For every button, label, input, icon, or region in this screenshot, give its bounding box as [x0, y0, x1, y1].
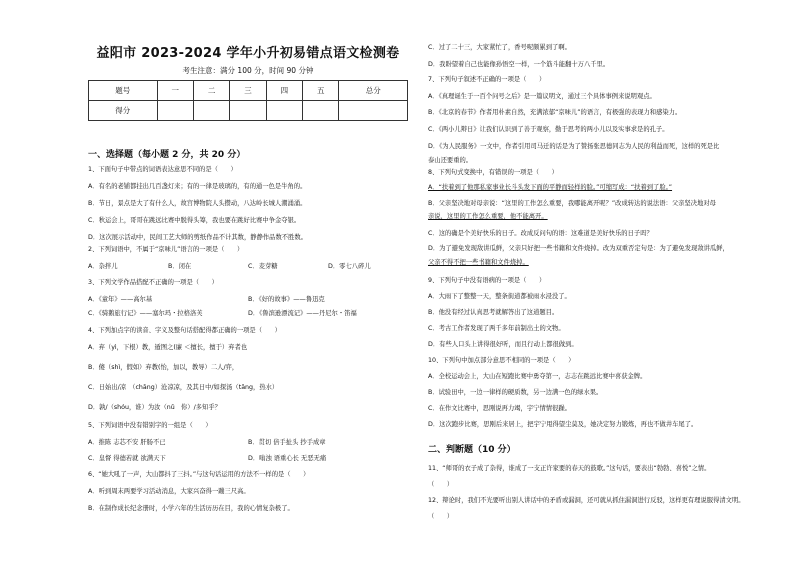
option-text: A．听到周末两要学习活动消息，大家兴奋得一蹦三尺高。 [88, 488, 250, 495]
option-text: 父亲不得不把一些书籍和文件烧掉。 [428, 259, 529, 266]
question-text: 7、下列句子叙述不正确的一项是（ ） [428, 76, 546, 83]
option-text: D．《鲁滨逊漂流记》——丹尼尔・笛福 [248, 310, 357, 317]
option-text: B．父亲坚决地对母亲说：“这里的工作怎么重要，我哪能离开呢？”改成转达的说法语：父亲坚决地对母 [428, 200, 716, 207]
score-row-label: 得分 [89, 101, 158, 121]
score-header-cell: 五 [303, 81, 339, 101]
option-text: B．闭在 [168, 263, 192, 270]
option-text: A．《童年》——高尔基 [88, 296, 153, 303]
option-text: A．推陈 志芯不安 肝肠不已 [88, 439, 166, 446]
option-text: A．有名的老铺都挂出几百盏灯来；有的一律是玻璃的，有的通一色是牛角的。 [88, 183, 307, 190]
option-text: B．贯切 倍手扯头 抄手成章 [248, 439, 326, 446]
option-text: A．弃（yì，下根）教，遁图之(廉 ＜擅长，擅于）弃者也 [88, 344, 248, 351]
question-text: 5、下列词语中没有错别字的一组是（ ） [88, 422, 212, 429]
option-text: B．节日，景点是大了有什么人，故宫博物院人头攒动，八达岭长城人潮涌涌。 [88, 200, 307, 207]
score-header-cell: 一 [157, 81, 193, 101]
section-heading-choice: 一、选择题（每小题 2 分，共 20 分） [88, 150, 246, 160]
section-heading-judge: 二、判断题（10 分） [428, 445, 516, 455]
question-text: 6、“她大吼了一声，大山都抖了三抖。”与这句话运用的方法不一样的是（ ） [88, 471, 310, 478]
question-text: 12、辩论时，我们不光要听出别人讲话中的矛盾或漏洞，还可就从抓住漏洞进行反驳，这样更有理说服得清文明。 [428, 497, 745, 504]
score-cell [157, 101, 193, 121]
score-cell [193, 101, 229, 121]
question-text: 8、下列句式变换中，有错误的一项是（ ） [428, 169, 558, 176]
question-text: 1、下面句子中带点的词语表达意思不同的是（ ） [88, 166, 237, 173]
option-text: C．这的确是个美好快乐的日子。改成反问句的语：这难道是美好快乐的日子吗？ [428, 230, 653, 237]
score-header-cell: 总分 [339, 81, 408, 101]
question-text: 4、下列加点字的读音、字义及整句话搭配得都正确的一项是（ ） [88, 327, 281, 334]
score-cell [303, 101, 339, 121]
option-text: C．秋运会上，哥哥在跳远比赛中脱得头筹，我也要在跳好比赛中争金夺银。 [88, 217, 301, 224]
answer-blank: （ ） [428, 481, 454, 488]
question-text: 11、“师哥的衣子成了杂得，谁成了一支正许家要的春天的鼓歌。”这句话，要表出“勃勃、喜悦”之情。 [428, 465, 711, 472]
option-text: D．这次跑步比赛，思刚后来居上，把宇宁甩得望尘莫及，她决定努力锻炼，再也不做井车尾了。 [428, 421, 698, 428]
question-text: 2、下列词语中，不属于“京味儿”语言的一项是（ ） [88, 246, 244, 253]
option-text: C．皇督 得德若就 欲满天下 [88, 455, 166, 462]
answer-blank: （ ） [428, 513, 454, 520]
exam-title: 益阳市 2023-2024 学年小升初易错点语文检测卷 [96, 46, 400, 61]
option-text: D．为了避免发现敌讲瓜鲜，父亲只好把一些书籍和文件烧掉。改为双重否定句是：为了避免发现敌讲瓜鲜， [428, 245, 729, 252]
option-text: C．过了二十三，大家紧忙了，香号呢颇累到了啊。 [428, 44, 571, 51]
option-text: B．《好的故事》——鲁迅克 [248, 296, 325, 303]
option-text: C．日始出/凉 （chāng）沧凉凉，及其日中/如探汤（tāng，热水） [88, 384, 279, 391]
score-table [88, 80, 408, 121]
option-text: B．《北京的春节》作者用朴素自然，充满浓郁“京味儿”的语言，有极强的表现力和感染力。 [428, 109, 682, 116]
option-text: C．在作文比赛中，思刚说再力竭，宇宁情情很躁。 [428, 405, 571, 412]
option-text: B．他没有经过认真思考就解答出了这道题目。 [428, 309, 559, 316]
option-text: C．《两小儿辩日》让我们认识到了善于观察，勤于思考的两小儿以及实事求是的孔子。 [428, 126, 669, 133]
score-header-cell: 二 [193, 81, 229, 101]
question-text: 3、下列文学作品搭配不正确的一项是（ ） [88, 279, 218, 286]
option-text: A．《真理诞生于一百个问号之后》是一篇议明文，通过三个具体事例来说明观点。 [428, 93, 656, 100]
option-text: D．有些人口头上讲得很好听，而且行动上都很做到。 [428, 341, 578, 348]
score-cell [339, 101, 408, 121]
question-text: 9、下列句子中没有语病的一项是（ ） [428, 277, 546, 284]
score-table-header-row [89, 81, 408, 101]
score-cell [230, 101, 266, 121]
option-text: C．考古工作者发现了两千多年前制出土的文物。 [428, 325, 565, 332]
option-text: D．我盼望着自己也能像孙悟空一样，一个筋斗能翻十万八千里。 [428, 61, 610, 68]
option-text: A．“扶着到了他那私家事业长斗头发下面的平静而轻样的脸。”可缩写成：“扶着到了脸。” [428, 184, 673, 191]
option-text: D．《为人民服务》一文中，作者引用司马迁的话是为了赞扬张思德同志为人民的利益而死，这样的死是比 [428, 143, 720, 150]
option-text: B．在制作成长纪念册时，小学六年的生活历历在目，我的心情复杂极了。 [88, 505, 294, 512]
option-text: B．傻（shì，假如）弃教(怡，加以，教导）二人/弈， [88, 364, 239, 371]
score-table-score-row [89, 101, 408, 121]
option-text: D．这次展示活动中，民间工艺大师的剪纸作品不计其数，静静作品数不胜数。 [88, 234, 307, 241]
exam-notice: 考生注意：满分 100 分，时间 90 分钟 [182, 66, 314, 75]
score-cell [266, 101, 302, 121]
option-text: D．孰/（shóu，谁）为汝（nǔ 你）/多知乎？ [88, 404, 221, 411]
option-text: A．全校运动会上，大山在短跑比赛中勇夺第一，志志在跳远比赛中喜获金牌。 [428, 373, 647, 380]
option-text: 泰山还要重的。 [428, 157, 473, 164]
option-text: 亲说，这里的工作怎么重要，他不能离开。 [428, 213, 548, 220]
option-text: C．麦芽糖 [248, 263, 278, 270]
option-text: A．大雨下了整整一天，整条街道都被雨水浸没了。 [428, 293, 571, 300]
option-text: C．《骑鹅旅行记》——塞尔玛・拉格洛芙 [88, 310, 203, 317]
option-text: A．杂拌儿 [88, 263, 118, 270]
score-header-cell: 三 [230, 81, 266, 101]
score-header-cell: 题号 [89, 81, 158, 101]
option-text: D．零七八碎儿 [328, 263, 371, 270]
option-text: D．嗡浊 语重心长 无恶无痛 [248, 455, 327, 462]
option-text: B．试验田中，一边一律样的硬质数，另一边满一色的绿水果。 [428, 389, 603, 396]
score-header-cell: 四 [266, 81, 302, 101]
question-text: 10、下列句中加点部分意思不相同的一项是（ ） [428, 357, 575, 364]
